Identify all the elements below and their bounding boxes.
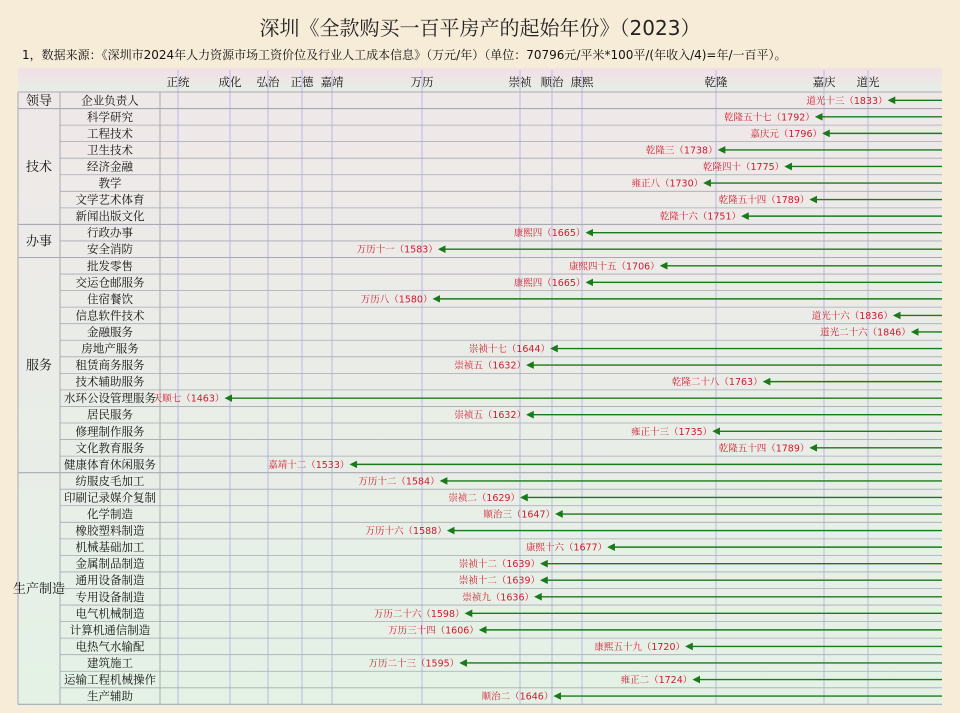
era-tick-label: 康熙 bbox=[570, 75, 594, 89]
group-label: 办事 bbox=[25, 234, 53, 250]
era-tick-label: 嘉靖 bbox=[320, 75, 344, 89]
occupation-label: 专用设备制造 bbox=[75, 589, 145, 604]
start-year-label: 嘉靖十二（1533） bbox=[268, 459, 350, 471]
era-tick-label: 万历 bbox=[410, 75, 434, 89]
start-year-label: 乾隆五十七（1792） bbox=[724, 112, 815, 124]
occupation-label: 水环公设管理服务 bbox=[64, 391, 156, 406]
start-year-label: 雍正八（1730） bbox=[631, 178, 704, 190]
occupation-label: 金融服务 bbox=[87, 324, 133, 339]
start-year-label: 康熙四（1665） bbox=[513, 277, 586, 289]
occupation-label: 印刷记录媒介复制 bbox=[64, 490, 156, 505]
start-year-label: 雍正二（1724） bbox=[620, 675, 693, 687]
start-year-label: 康熙五十九（1720） bbox=[594, 641, 686, 653]
era-tick-label: 道光 bbox=[856, 75, 880, 89]
occupation-label: 技术辅助服务 bbox=[75, 374, 145, 389]
occupation-label: 房地产服务 bbox=[81, 341, 139, 356]
start-year-label: 乾隆三（1738） bbox=[645, 145, 718, 157]
occupation-label: 纺服皮毛加工 bbox=[75, 473, 145, 488]
start-year-label: 崇祯十二（1639） bbox=[458, 575, 540, 587]
occupation-label: 住宿餐饮 bbox=[87, 291, 133, 306]
occupation-label: 安全消防 bbox=[87, 242, 133, 257]
start-year-label: 康熙四（1665） bbox=[513, 228, 586, 240]
start-year-label: 乾隆五十四（1789） bbox=[718, 195, 810, 207]
occupation-label: 工程技术 bbox=[87, 126, 133, 141]
occupation-label: 机械基础加工 bbox=[75, 540, 145, 555]
occupation-label: 文化教育服务 bbox=[75, 440, 145, 455]
start-year-label: 乾隆二十八（1763） bbox=[671, 377, 763, 389]
occupation-label: 生产辅助 bbox=[87, 689, 133, 704]
plot-panel bbox=[18, 68, 942, 706]
start-year-label: 万历八（1580） bbox=[360, 294, 433, 306]
occupation-label: 运输工程机械操作 bbox=[64, 672, 156, 687]
occupation-label: 建筑施工 bbox=[87, 655, 133, 670]
occupation-label: 电气机械制造 bbox=[75, 606, 145, 621]
start-year-label: 崇祯二（1629） bbox=[448, 492, 520, 504]
occupation-label: 科学研究 bbox=[87, 109, 133, 124]
group-label: 生产制造 bbox=[12, 582, 66, 597]
start-year-label: 崇祯五（1632） bbox=[454, 410, 526, 422]
start-year-label: 天顺七（1463） bbox=[152, 393, 225, 405]
start-year-label: 崇祯五（1632） bbox=[454, 360, 526, 372]
start-year-label: 乾隆四十（1775） bbox=[703, 161, 785, 173]
start-year-label: 康熙十六（1677） bbox=[525, 542, 608, 554]
start-year-label: 万历二十六（1598） bbox=[373, 608, 465, 620]
occupation-label: 金属制品制造 bbox=[75, 556, 145, 571]
occupation-label: 卫生技术 bbox=[87, 142, 133, 157]
occupation-label: 电热气水输配 bbox=[75, 639, 145, 654]
occupation-label: 健康体育休闲服务 bbox=[64, 457, 156, 472]
start-year-label: 万历三十四（1606） bbox=[388, 625, 479, 637]
start-year-label: 乾隆五十四（1789） bbox=[718, 443, 810, 455]
data-source-note: 1，数据来源：《深圳市2024年人力资源市场工资价位及行业人工成本信息》（万元/年）（单位：70796元/平米*100平/(年收入/4)=年/一百平）。 bbox=[22, 48, 787, 62]
occupation-label: 交运仓邮服务 bbox=[75, 275, 145, 290]
start-year-label: 崇祯九（1636） bbox=[462, 592, 534, 604]
occupation-label: 通用设备制造 bbox=[75, 573, 145, 588]
era-tick-label: 崇祯 bbox=[508, 75, 532, 89]
era-tick-label: 正统 bbox=[166, 75, 190, 89]
occupation-label: 企业负责人 bbox=[81, 93, 139, 108]
occupation-label: 新闻出版文化 bbox=[75, 209, 145, 224]
start-year-label: 道光二十六（1846） bbox=[820, 327, 911, 339]
start-year-label: 万历十一（1583） bbox=[356, 244, 438, 256]
occupation-label: 经济金融 bbox=[87, 159, 133, 174]
start-year-label: 乾隆十六（1751） bbox=[659, 211, 741, 223]
occupation-label: 租赁商务服务 bbox=[75, 358, 145, 373]
start-year-label: 嘉庆元（1796） bbox=[750, 128, 822, 140]
start-year-label: 崇祯十七（1644） bbox=[468, 344, 550, 356]
group-label: 服务 bbox=[25, 358, 53, 374]
start-year-label: 顺治三（1647） bbox=[483, 509, 555, 521]
start-year-label: 万历十六（1588） bbox=[365, 526, 447, 538]
occupation-label: 化学制造 bbox=[87, 507, 133, 522]
start-year-label: 康熙四十五（1706） bbox=[568, 261, 660, 273]
start-year-label: 顺治二（1646） bbox=[481, 691, 554, 703]
occupation-label: 修理制作服务 bbox=[75, 424, 145, 439]
group-label: 领导 bbox=[25, 93, 53, 109]
start-year-label: 万历二十三（1595） bbox=[368, 658, 460, 670]
start-year-label: 道光十六（1836） bbox=[811, 310, 893, 322]
occupation-label: 批发零售 bbox=[87, 258, 133, 273]
chart-title: 深圳《全款购买一百平房产的起始年份》（2023） bbox=[259, 16, 701, 40]
start-year-label: 雍正十三（1735） bbox=[631, 426, 713, 438]
occupation-label: 文学艺术体育 bbox=[75, 192, 145, 207]
start-year-label: 崇祯十二（1639） bbox=[458, 559, 540, 571]
era-tick-label: 正德 bbox=[290, 75, 314, 89]
era-tick-label: 顺治 bbox=[540, 75, 564, 89]
era-header-band bbox=[18, 68, 942, 92]
start-year-label: 万历十二（1584） bbox=[358, 476, 440, 488]
group-label: 技术 bbox=[25, 159, 53, 175]
occupation-label: 教学 bbox=[98, 176, 122, 191]
occupation-label: 计算机通信制造 bbox=[69, 622, 151, 637]
occupation-label: 信息软件技术 bbox=[75, 308, 145, 323]
era-tick-label: 成化 bbox=[218, 75, 242, 89]
era-tick-label: 嘉庆 bbox=[812, 75, 836, 89]
occupation-label: 居民服务 bbox=[87, 407, 133, 422]
occupation-label: 橡胶塑料制造 bbox=[75, 523, 145, 538]
era-tick-label: 乾隆 bbox=[704, 75, 728, 89]
era-tick-label: 弘治 bbox=[256, 75, 280, 89]
start-year-label: 道光十三（1833） bbox=[806, 95, 888, 107]
occupation-label: 行政办事 bbox=[87, 225, 133, 240]
